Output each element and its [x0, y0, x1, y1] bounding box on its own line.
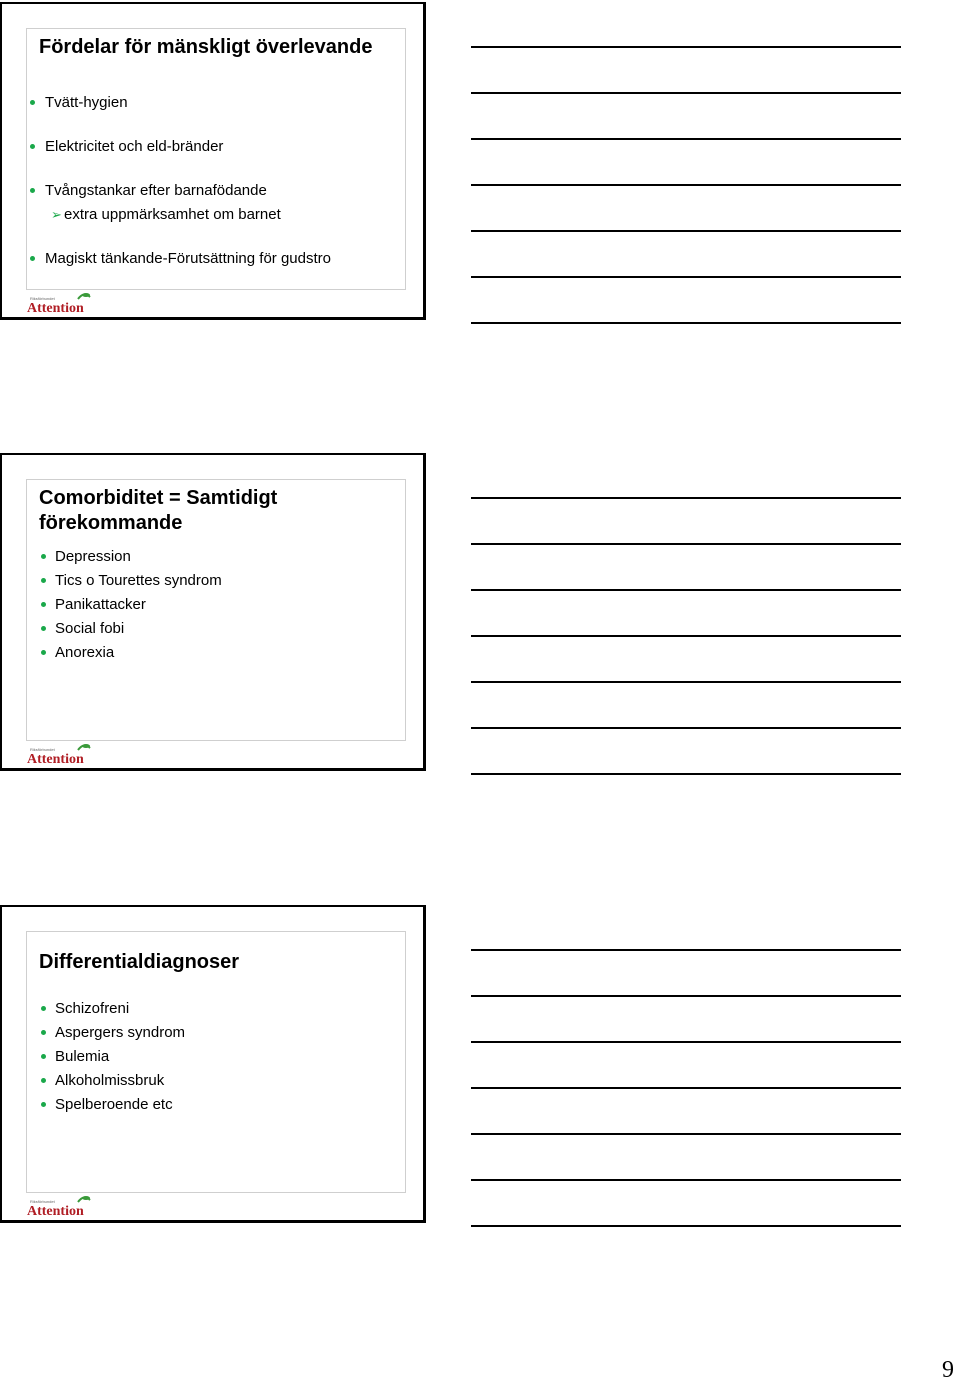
slide-1 — [0, 2, 426, 320]
note-line — [471, 497, 901, 499]
slide-3-content — [26, 931, 406, 1193]
note-line — [471, 1133, 901, 1135]
slide-3-title: Differentialdiagnoser — [39, 951, 240, 973]
bullet-dot — [41, 626, 46, 631]
svg-text:Riksförbundet: Riksförbundet — [30, 296, 55, 301]
note-line — [471, 1225, 901, 1227]
svg-text:Attention: Attention — [27, 752, 84, 766]
note-line — [471, 92, 901, 94]
slide-2-bullet-3: Panikattacker — [55, 596, 146, 613]
note-line — [471, 635, 901, 637]
note-line — [471, 727, 901, 729]
note-line — [471, 184, 901, 186]
note-line — [471, 589, 901, 591]
note-line — [471, 276, 901, 278]
note-line — [471, 322, 901, 324]
page-number: 9 — [942, 1357, 954, 1383]
svg-text:Attention: Attention — [27, 301, 84, 315]
slide-3-bullet-4: Alkoholmissbruk — [55, 1072, 165, 1089]
slide-3-bullet-1: Schizofreni — [55, 1000, 130, 1017]
slide-3-bullet-2: Aspergers syndrom — [55, 1024, 186, 1041]
note-line — [471, 1179, 901, 1181]
note-line — [471, 681, 901, 683]
slide-1-content — [26, 28, 406, 290]
slide-2 — [0, 453, 426, 771]
note-line — [471, 1041, 901, 1043]
svg-text:Attention: Attention — [27, 1204, 84, 1218]
slide-2-bullet-5: Anorexia — [55, 644, 115, 661]
note-line — [471, 543, 901, 545]
bullet-dot — [30, 100, 35, 105]
slide-2-content — [26, 479, 406, 741]
note-line — [471, 773, 901, 775]
bullet-dot — [41, 602, 46, 607]
note-line — [471, 46, 901, 48]
slide-3-bullet-3: Bulemia — [55, 1048, 110, 1065]
note-line — [471, 949, 901, 951]
attention-logo — [26, 742, 96, 766]
slide-2-title: Comorbiditet = Samtidigt förekommande — [39, 487, 278, 534]
bullet-dot — [41, 578, 46, 583]
attention-logo — [26, 291, 96, 315]
note-line — [471, 230, 901, 232]
slide-3-bullet-5: Spelberoende etc — [55, 1096, 173, 1113]
slide-2-bullet-1: Depression — [55, 548, 131, 565]
slide-1-bullet-3: Tvångstankar efter barnafödande — [45, 182, 267, 199]
note-line — [471, 1087, 901, 1089]
slide-1-title: Fördelar för mänskligt överlevande — [39, 36, 373, 58]
slide-1-bullet-4: Magiskt tänkande-Förutsättning för gudstro — [45, 250, 331, 267]
slide-2-bullet-4: Social fobi — [55, 620, 125, 637]
bullet-dot — [41, 554, 46, 559]
arrow-bullet-icon: ➢ — [51, 207, 62, 222]
bullet-dot — [41, 650, 46, 655]
note-line — [471, 995, 901, 997]
bullet-dot — [30, 256, 35, 261]
svg-text:Riksförbundet: Riksförbundet — [30, 747, 55, 752]
slide-2-bullet-2: Tics o Tourettes syndrom — [55, 572, 222, 589]
bullet-dot — [41, 1054, 46, 1059]
attention-logo — [26, 1194, 96, 1218]
bullet-dot — [30, 144, 35, 149]
slide-3 — [0, 905, 426, 1223]
bullet-dot — [30, 188, 35, 193]
svg-text:Riksförbundet: Riksförbundet — [30, 1199, 55, 1204]
slide-1-bullet-1: Tvätt-hygien — [45, 94, 128, 111]
slide-1-bullet-2: Elektricitet och eld-bränder — [45, 138, 224, 155]
bullet-dot — [41, 1078, 46, 1083]
bullet-dot — [41, 1006, 46, 1011]
bullet-dot — [41, 1102, 46, 1107]
bullet-dot — [41, 1030, 46, 1035]
note-line — [471, 138, 901, 140]
slide-1-sub-bullet: extra uppmärksamhet om barnet — [64, 206, 281, 223]
